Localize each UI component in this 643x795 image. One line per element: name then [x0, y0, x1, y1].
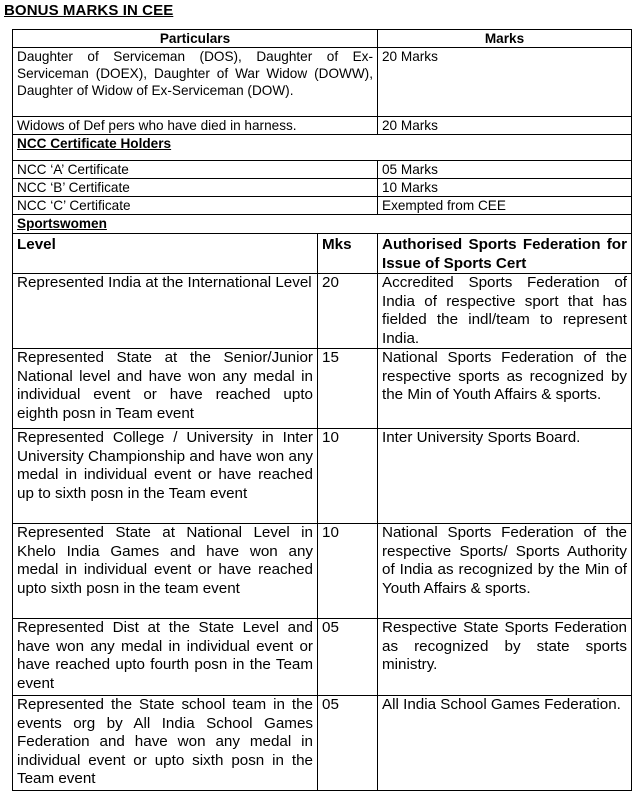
mks-cell: 05	[318, 696, 378, 791]
table-row	[13, 117, 632, 135]
table-row	[13, 179, 632, 197]
bonus-marks-table	[12, 29, 632, 791]
table-row	[13, 524, 632, 619]
level-cell: Represented State at National Level in Khelo India Games and have won any medal in individual event or have reached upto sixth posn in the team event	[13, 524, 318, 619]
federation-cell: National Sports Federation of the respective sports as recognized by the Min of Youth Affairs & sports.	[378, 349, 632, 429]
table-row	[13, 48, 632, 117]
marks-cell: 05 Marks	[378, 161, 632, 179]
particular-cell: Daughter of Serviceman (DOS), Daughter of Ex-Serviceman (DOEX), Daughter of War Widow (DOWW), Daughter of Widow of Ex-Serviceman (DOW).	[13, 48, 378, 117]
marks-cell: 20 Marks	[378, 48, 632, 117]
mks-cell: 20	[318, 274, 378, 349]
federation-cell: All India School Games Federation.	[378, 696, 632, 791]
level-cell: Represented the State school team in the events org by All India School Games Federation and have won any medal in individual event or upto sixth posn in the Team event	[13, 696, 318, 791]
marks-cell: 10 Marks	[378, 179, 632, 197]
section-heading-row	[13, 135, 632, 161]
ncc-heading: NCC Certificate Holders	[13, 135, 632, 161]
header-row	[13, 30, 632, 48]
level-header: Level	[13, 234, 318, 274]
mks-cell: 05	[318, 619, 378, 696]
federation-header: Authorised Sports Federation for Issue of Sports Cert	[378, 234, 632, 274]
particular-cell: Widows of Def pers who have died in harness.	[13, 117, 378, 135]
federation-cell: Inter University Sports Board.	[378, 429, 632, 524]
federation-cell: National Sports Federation of the respective Sports/ Sports Authority of India as recognized by the Min of Youth Affairs & sports.	[378, 524, 632, 619]
mks-cell: 10	[318, 429, 378, 524]
table-row	[13, 161, 632, 179]
mks-header: Mks	[318, 234, 378, 274]
table-row	[13, 619, 632, 696]
section-heading-row	[13, 215, 632, 234]
table-row	[13, 349, 632, 429]
mks-cell: 10	[318, 524, 378, 619]
particulars-header: Particulars	[13, 30, 378, 48]
table-row	[13, 696, 632, 791]
level-cell: Represented College / University in Inter University Championship and have won any medal in individual event or have reached up to sixth posn in the Team event	[13, 429, 318, 524]
level-cell: Represented Dist at the State Level and have won any medal in individual event or have reached upto fourth posn in the Team event	[13, 619, 318, 696]
sportswomen-heading: Sportswomen	[13, 215, 632, 234]
page-title: BONUS MARKS IN CEE	[4, 2, 174, 19]
mks-cell: 15	[318, 349, 378, 429]
sports-header-row	[13, 234, 632, 274]
marks-header: Marks	[378, 30, 632, 48]
table-row	[13, 197, 632, 215]
federation-cell: Respective State Sports Federation as recognized by state sports ministry.	[378, 619, 632, 696]
marks-cell: Exempted from CEE	[378, 197, 632, 215]
marks-cell: 20 Marks	[378, 117, 632, 135]
table-row	[13, 429, 632, 524]
level-cell: Represented India at the International Level	[13, 274, 318, 349]
particular-cell: NCC ‘C’ Certificate	[13, 197, 378, 215]
table-row	[13, 274, 632, 349]
particular-cell: NCC ‘A’ Certificate	[13, 161, 378, 179]
level-cell: Represented State at the Senior/Junior National level and have won any medal in individual event or have reached upto eighth posn in Team event	[13, 349, 318, 429]
particular-cell: NCC ‘B’ Certificate	[13, 179, 378, 197]
federation-cell: Accredited Sports Federation of India of respective sport that has fielded the indl/team to represent India.	[378, 274, 632, 349]
